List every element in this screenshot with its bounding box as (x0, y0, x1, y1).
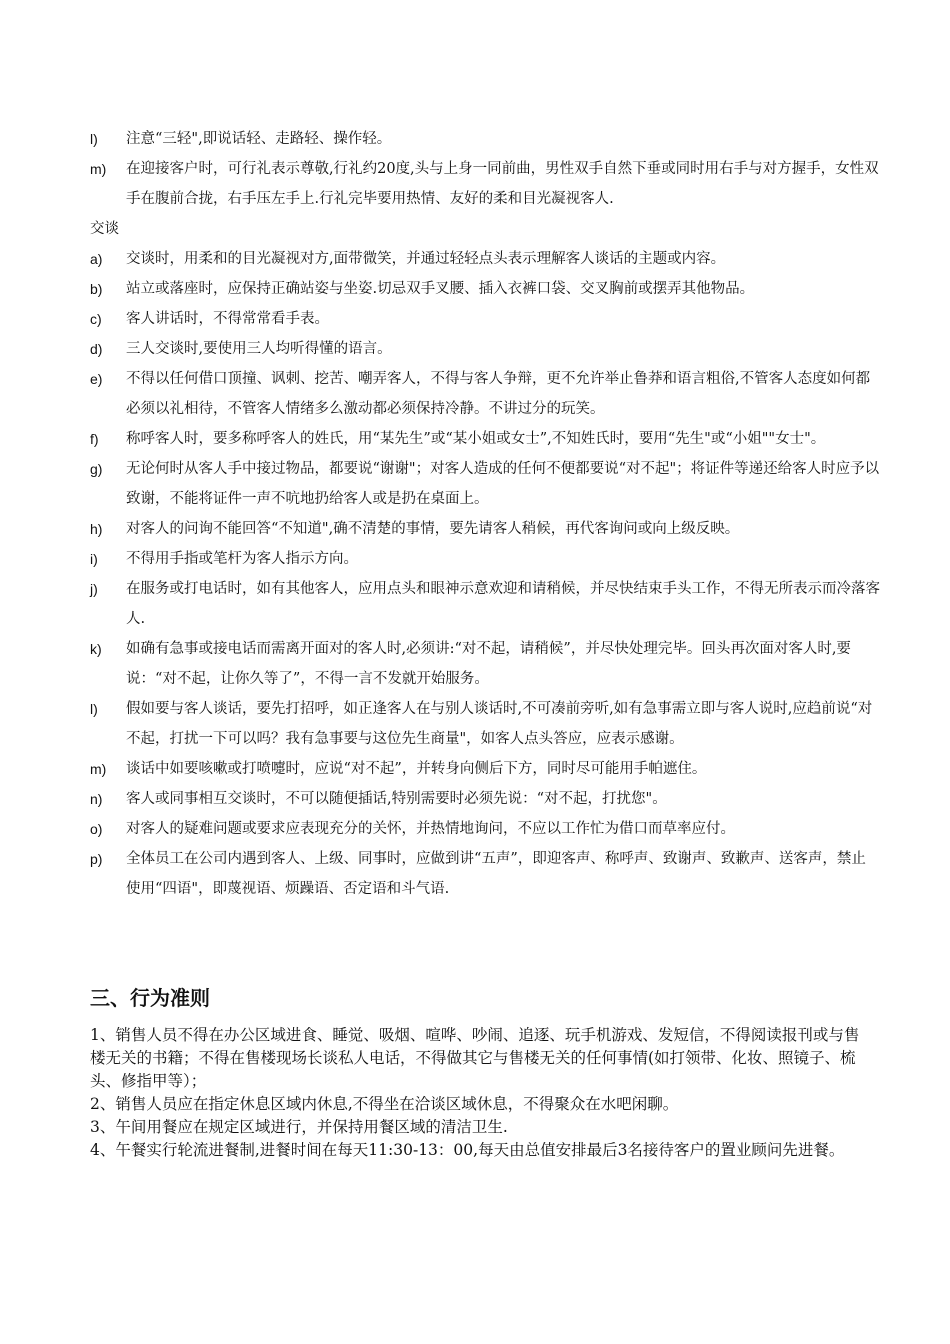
list-item-text: 客人或同事相互交谈时，不可以随便插话,特别需要时必须先说：“对不起，打扰您"。 (126, 791, 667, 807)
list-marker: h) (90, 521, 103, 537)
list-item-text: 无论何时从客人手中接过物品，都要说“谢谢"；对客人造成的任何不便都要说“对不起"；将证件等递还给客人时应予以致谢，不能将证件一声不吭地扔给客人或是扔在桌面上。 (126, 461, 880, 507)
list-marker: m) (90, 161, 107, 177)
list-item-text: 不得以任何借口顶撞、讽刺、挖苦、嘲弄客人，不得与客人争辩，更不允许举止鲁莽和语言粗俗,不管客人态度如何都必须以礼相待，不管客人情绪多么激动都必须保持冷静。不讲过分的玩笑。 (126, 371, 871, 417)
list-item (90, 574, 880, 634)
list-marker: f) (90, 431, 99, 447)
list-marker: a) (90, 251, 103, 267)
list-item (90, 814, 880, 844)
list-item (90, 364, 880, 424)
list-item-text: 全体员工在公司内遇到客人、上级、同事时，应做到讲“五声”，即迎客声、称呼声、致谢声、致歉声、送客声，禁止使用“四语"，即蔑视语、烦躁语、否定语和斗气语. (126, 851, 866, 897)
rule-paragraph: 1、销售人员不得在办公区域进食、睡觉、吸烟、喧哗、吵闹、追逐、玩手机游戏、发短信，不得阅读报刊或与售楼无关的书籍；不得在售楼现场长谈私人电话，不得做其它与售楼无关的任何事情(如打领带、化妆、照镜子、梳头、修指甲等）； (90, 1026, 860, 1090)
list-item-text: 客人讲话时，不得常常看手表。 (126, 311, 329, 327)
list-item (90, 844, 880, 904)
list-item-text: 对客人的问询不能回答“不知道",确不清楚的事情，要先请客人稍候，再代客询问或向上级反映。 (126, 521, 740, 537)
list-marker: e) (90, 371, 103, 387)
list-marker: i) (90, 551, 98, 567)
list-item-text: 称呼客人时，要多称呼客人的姓氏，用“某先生”或“某小姐或女士”,不知姓氏时，要用“先生"或“小姐""女士"。 (126, 431, 826, 447)
list-item-text: 三人交谈时,要使用三人均听得懂的语言。 (126, 341, 392, 357)
list-item (90, 514, 880, 544)
list-item (90, 244, 880, 274)
list-item (90, 694, 880, 754)
rule-paragraph: 2、销售人员应在指定休息区域内休息,不得坐在洽谈区域休息，不得聚众在水吧闲聊。 (90, 1095, 679, 1113)
list-item-text: 假如要与客人谈话，要先打招呼，如正逢客人在与别人谈话时,不可凑前旁听,如有急事需立即与客人说时,应趋前说“对不起，打扰一下可以吗？我有急事要与这位先生商量"，如客人点头答应，应表示感谢。 (126, 701, 873, 747)
list-item-text: 交谈时，用柔和的目光凝视对方,面带微笑，并通过轻轻点头表示理解客人谈话的主题或内容。 (126, 251, 726, 267)
list-item (90, 334, 880, 364)
list-marker: k) (90, 641, 102, 657)
list-marker: l) (90, 701, 98, 717)
list-marker: o) (90, 821, 103, 837)
list-item (90, 124, 880, 154)
list-item-text: 站立或落座时，应保持正确站姿与坐姿.切忌双手叉腰、插入衣裤口袋、交叉胸前或摆弄其他物品。 (126, 281, 755, 297)
list-item (90, 274, 880, 304)
list-item (90, 544, 880, 574)
section-heading: 三、行为准则 (90, 986, 210, 1010)
list-item-text: 在迎接客户时，可行礼表示尊敬,行礼约20度,头与上身一同前曲，男性双手自然下垂或同时用右手与对方握手，女性双手在腹前合拢，右手压左手上.行礼完毕要用热情、友好的柔和目光凝视客人. (126, 161, 879, 207)
list-item (90, 304, 880, 334)
list-marker: c) (90, 311, 102, 327)
list-item (90, 454, 880, 514)
etiquette-list (90, 124, 880, 904)
list-marker: b) (90, 281, 103, 297)
section-label: 交谈 (90, 221, 119, 237)
list-item-text: 不得用手指或笔杆为客人指示方向。 (126, 551, 358, 567)
list-marker: d) (90, 341, 103, 357)
list-item (90, 154, 880, 214)
rule-paragraph: 3、午间用餐应在规定区域进行，并保持用餐区域的清洁卫生. (90, 1118, 508, 1136)
list-item (90, 424, 880, 454)
list-item (90, 784, 880, 814)
list-item-text: 如确有急事或接电话而需离开面对的客人时,必须讲:“对不起，请稍候”，并尽快处理完毕。回头再次面对客人时,要说：“对不起，让你久等了”，不得一言不发就开始服务。 (126, 641, 851, 687)
list-marker: j) (90, 581, 98, 597)
list-marker: l) (90, 131, 98, 147)
list-item (90, 634, 880, 694)
list-item-text: 注意“三轻",即说话轻、走路轻、操作轻。 (126, 131, 392, 147)
rules-block (90, 1024, 874, 1162)
list-marker: g) (90, 461, 103, 477)
list-item-text: 谈话中如要咳嗽或打喷嚏时，应说“对不起”，并转身向侧后下方，同时尽可能用手帕遮住。 (126, 761, 707, 777)
list-marker: n) (90, 791, 103, 807)
list-item-text: 在服务或打电话时，如有其他客人，应用点头和眼神示意欢迎和请稍候，并尽快结束手头工作，不得无所表示而冷落客人. (126, 581, 880, 627)
list-item (90, 754, 880, 784)
list-item-text: 对客人的疑难问题或要求应表现充分的关怀，并热情地询问，不应以工作忙为借口而草率应付。 (126, 821, 735, 837)
list-marker: p) (90, 851, 103, 867)
list-marker: m) (90, 761, 107, 777)
rule-paragraph: 4、午餐实行轮流进餐制,进餐时间在每天11:30-13：00,每天由总值安排最后3名接待客户的置业顾问先进餐。 (90, 1141, 845, 1159)
